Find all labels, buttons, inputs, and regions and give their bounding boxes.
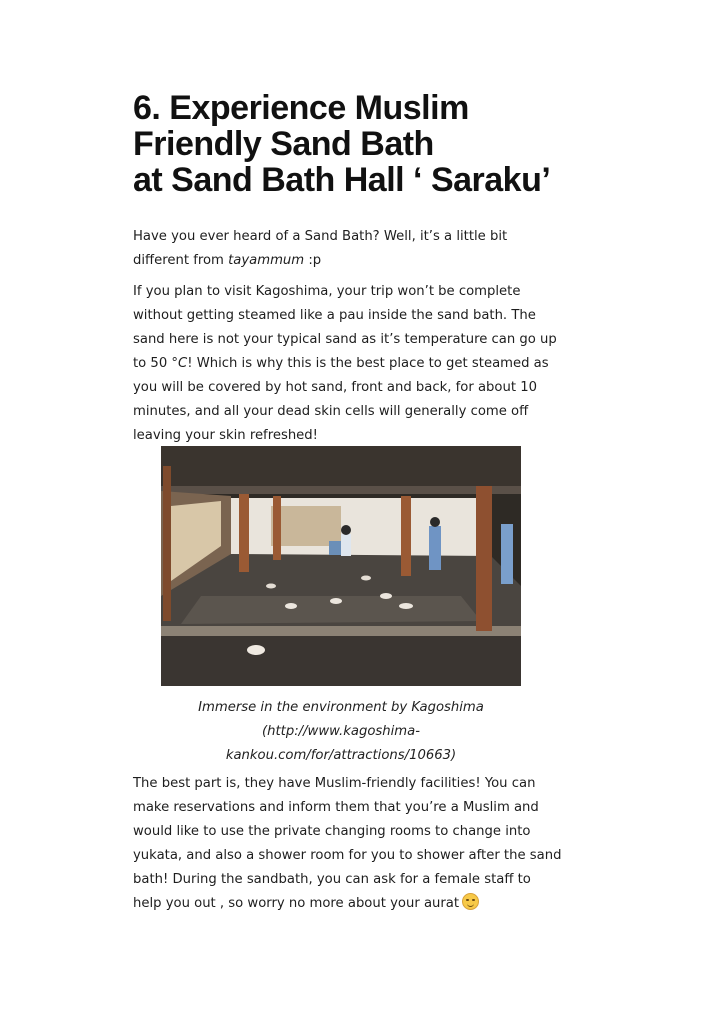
description-text: If you plan to visit Kagoshima, your trip won’t be complete without getting steamed like a pau inside the sand bath. The sand here is not your typical sand as it’s temperature can go up to 50 ° xyxy=(133,284,557,371)
bather-head xyxy=(266,584,276,589)
bather-head xyxy=(247,645,265,655)
staff-figure xyxy=(501,524,513,584)
photo-caption xyxy=(160,696,522,768)
pillar xyxy=(239,494,249,572)
intro-suffix: :p xyxy=(304,253,322,268)
pillar xyxy=(273,496,281,560)
winking-face-emoji-icon xyxy=(462,893,479,910)
intro-emphasis: tayammum xyxy=(228,253,305,268)
bather-head xyxy=(330,598,342,604)
intro-paragraph xyxy=(133,225,563,273)
bather-head xyxy=(285,603,297,609)
staff-figure xyxy=(429,526,441,570)
heading-line: Friendly Sand Bath xyxy=(133,125,434,163)
caption-line: kankou.com/for/attractions/10663) xyxy=(225,748,457,763)
ceiling xyxy=(161,446,521,491)
pillar xyxy=(476,486,492,631)
bath-border xyxy=(161,626,521,636)
bather-head xyxy=(399,603,413,609)
description-paragraph xyxy=(133,280,563,448)
section-heading xyxy=(133,90,613,198)
pillar xyxy=(401,496,411,576)
heading-line: 6. Experience Muslim xyxy=(133,89,469,127)
facilities-paragraph xyxy=(133,772,563,916)
caption-line: Immerse in the environment by Kagoshima xyxy=(198,700,484,715)
pillar xyxy=(163,466,171,621)
heading-line: at Sand Bath Hall ‘ Saraku’ xyxy=(133,161,551,199)
facilities-text: The best part is, they have Muslim-friendly facilities! You can make reservations and inform them that you’re a Muslim and would like to use the private changing rooms to change into yukata, and also a shower room for you to shower after the sand bath! During the sandbath, you can ask for a female staff to help you out , so worry no more about your aurat xyxy=(133,776,562,911)
temperature-unit: C xyxy=(178,356,188,371)
sand-bath-illustration xyxy=(161,446,521,686)
sand-bath-hall-photo xyxy=(161,446,521,686)
bather-head xyxy=(380,593,392,599)
description-text-continued: ! Which is why this is the best place to get steamed as you will be covered by hot sand, front and back, for about 10 minutes, and all your dead skin cells will generally come off leaving your skin refreshed! xyxy=(133,356,549,443)
caption-line: (http://www.kagoshima- xyxy=(262,724,420,739)
staff-figure xyxy=(329,541,341,555)
bather-head xyxy=(361,576,371,581)
intro-text: Have you ever heard of a Sand Bath? Well, it’s a little bit different from xyxy=(133,229,508,268)
staff-figure xyxy=(341,534,351,556)
